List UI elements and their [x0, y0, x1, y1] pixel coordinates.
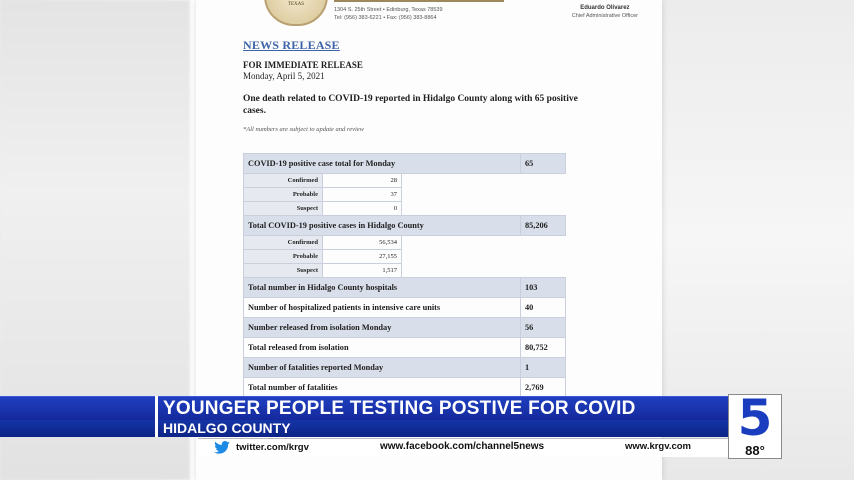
table-row	[244, 154, 566, 174]
twitter-url: twitter.com/krgv	[236, 442, 309, 453]
breakdown-label: Suspect	[244, 202, 323, 216]
monday-total-value: 65	[521, 154, 566, 174]
spacer	[402, 174, 566, 188]
release-date: Monday, April 5, 2021	[243, 71, 325, 81]
breakdown-value: 1,517	[323, 264, 402, 278]
stat-label: Number of fatalities reported Monday	[244, 358, 521, 378]
spacer	[402, 264, 566, 278]
table-row	[244, 378, 566, 398]
breakdown-label: Confirmed	[244, 174, 323, 188]
breakdown-value: 28	[323, 174, 402, 188]
address-line: 1304 S. 25th Street • Edinburg, Texas 78539	[334, 7, 443, 13]
stat-value: 40	[521, 298, 566, 318]
breakdown-label: Confirmed	[244, 236, 323, 250]
table-row	[244, 236, 566, 250]
news-release-heading: NEWS RELEASE	[243, 38, 340, 52]
lower-third-subhead: HIDALGO COUNTY	[163, 420, 291, 436]
table-row	[244, 174, 566, 188]
breakdown-label: Probable	[244, 250, 323, 264]
spacer	[402, 250, 566, 264]
twitter-handle	[214, 441, 309, 454]
stat-label: Number of hospitalized patients in intensive care units	[244, 298, 521, 318]
breakdown-value: 37	[323, 188, 402, 202]
letterhead-rule	[334, 0, 504, 2]
phone-line: Tel: (956) 383-6221 • Fax: (956) 383-8864	[334, 15, 437, 21]
county-seal	[264, 0, 328, 26]
lower-third-subhead-bar	[0, 420, 730, 437]
social-ticker-bar	[198, 438, 730, 457]
stat-value: 56	[521, 318, 566, 338]
breakdown-label: Suspect	[244, 264, 323, 278]
letterhead-signer	[572, 4, 638, 20]
spacer	[402, 202, 566, 216]
table-row	[244, 318, 566, 338]
lower-third-headline: YOUNGER PEOPLE TESTING POSTIVE FOR COVID	[163, 398, 636, 419]
county-total-label: Total COVID-19 positive cases in Hidalgo County	[244, 216, 521, 236]
table-row	[244, 188, 566, 202]
table-row	[244, 278, 566, 298]
breakdown-value: 0	[323, 202, 402, 216]
signer-title: Chief Administrative Officer	[571, 13, 638, 19]
channel-5-logo	[728, 389, 782, 459]
stat-label: Total released from isolation	[244, 338, 521, 358]
spacer	[402, 236, 566, 250]
letterhead-address	[334, 6, 443, 22]
stat-value: 103	[521, 278, 566, 298]
logo-number: 5	[737, 389, 773, 447]
breakdown-label: Probable	[244, 188, 323, 202]
website-url: www.krgv.com	[625, 441, 691, 452]
signer-name: Eduardo Olivarez	[580, 5, 630, 11]
stat-value: 80,752	[521, 338, 566, 358]
county-total-value: 85,206	[521, 216, 566, 236]
table-row	[244, 202, 566, 216]
lower-third-divider	[155, 396, 158, 437]
release-type: FOR IMMEDIATE RELEASE	[243, 60, 363, 70]
breakdown-value: 27,155	[323, 250, 402, 264]
table-row	[244, 338, 566, 358]
release-headline: One death related to COVID-19 reported in Hidalgo County along with 65 positive cases.	[243, 94, 578, 116]
temperature-readout: 88°	[745, 443, 765, 458]
covid-stats-table	[243, 153, 566, 398]
stat-label: Total number of fatalities	[244, 378, 521, 398]
monday-total-label: COVID-19 positive case total for Monday	[244, 154, 521, 174]
facebook-url: www.facebook.com/channel5news	[380, 441, 545, 452]
spacer	[402, 188, 566, 202]
disclaimer-note: *All numbers are subject to update and review	[243, 126, 365, 133]
stat-value: 2,769	[521, 378, 566, 398]
table-row	[244, 358, 566, 378]
stat-value: 1	[521, 358, 566, 378]
lower-third-headline-bar	[0, 396, 730, 421]
stat-label: Total number in Hidalgo County hospitals	[244, 278, 521, 298]
breakdown-value: 56,534	[323, 236, 402, 250]
table-row	[244, 298, 566, 318]
table-row	[244, 216, 566, 236]
stat-label: Number released from isolation Monday	[244, 318, 521, 338]
seal-text: TEXAS	[287, 2, 305, 7]
table-row	[244, 250, 566, 264]
twitter-bird-icon	[214, 441, 230, 454]
table-row	[244, 264, 566, 278]
